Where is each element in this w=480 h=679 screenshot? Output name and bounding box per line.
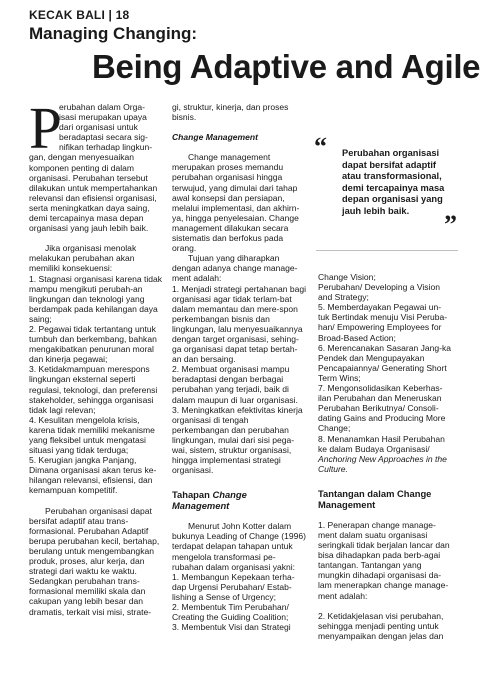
section-label: KECAK BALI | 18 [29, 8, 130, 22]
list-item: Perubahan/ Developing a Vision and Strategy; [318, 282, 440, 303]
list-item: 3. Meningkatkan efektivitas kinerja organisasi di tengah perkembangan dan perubahan lingkungan, mulai dari sisi pega-wai, sistem, struktur organisasi, hingga implementasi strategi organisasi. [172, 404, 303, 476]
list-item: 1. Membangun Kepekaan terha-dap Urgensi Perubahan/ Estab-lishing a Sense of Urgency; [172, 571, 295, 602]
list-item: 2. Ketidakjelasan visi perubahan, sehingga menjadi penting untuk menyampaikan dengan jelas dan [318, 610, 444, 641]
step8-text: 8. Menanamkan Hasil Perubahan ke dalam Budaya Organisasi/ [318, 433, 445, 454]
article-kicker: Managing Changing: [29, 24, 198, 43]
list-item: 5. Kerugian jangka Panjang, Dimana organisasi akan terus ke-hilangan relevansi, efisiensi, dan kemampuan kompetitif. [29, 455, 157, 496]
list-item: 4. Kesulitan mengelola krisis, karena tidak memiliki mekanisme yang fleksibel untuk mengatasi situasi yang tidak terduga; [29, 414, 155, 456]
intro-paragraph: gan, dengan menyesuaikan komponen penting di dalam organisasi. Perubahan tersebut dilakukan untuk mempertahankan relevansi dan efisiensi organisasi, serta meningkatkan daya saing, demi tercapainya masa depan organisasi yang jauh lebih baik. [29, 152, 158, 234]
heading-tahapan-italic: Change Management [172, 489, 247, 512]
list-item: 5. Memberdayakan Pegawai un-tuk Bertindak menuju Visi Peruba-han/ Empowering Employees for Broad-Based Action; [318, 302, 448, 343]
paragraph-goals: Tujuan yang diharapkan dengan adanya change manage-ment adalah: [172, 253, 298, 284]
intro-lines: erubahan dalam Orga- isasi merupakan upaya dari organisasi untuk beradaptasi secara sig- nifikan terhadap lingkun- [59, 102, 153, 153]
paragraph-continued: gi, struktur, kinerja, dan proses bisnis. [172, 102, 289, 123]
list-item: Change Vision; [318, 272, 376, 282]
heading-tahapan-prefix: Tahapan [172, 489, 213, 501]
paragraph-definition: Change management merupakan proses memandu perubahan organisasi hingga terwujud, yang dimulai dari tahap awal konsepsi dan persiapan, melalui implementasi, dan akhirn-ya, hingga penyelesaian. Change management dilakukan secara sistematis dan berfokus pada orang. [172, 152, 300, 254]
heading-tahapan [172, 489, 306, 511]
list-item: 1. Stagnasi organisasi karena tidak mampu mengikuti perubah-an lingkungan dan teknologi yang berdampak pada kehilangan daya saing; [29, 273, 163, 324]
list-item [318, 434, 452, 474]
close-quote-mark: ” [444, 210, 457, 239]
list-item: 2. Membuat organisasi mampu beradaptasi dengan berbagai perubahan yang terjadi, baik di dalam maupun di luar organisasi. [172, 364, 298, 405]
paragraph-adaptive: Perubahan organisasi dapat bersifat adaptif atau trans-formasional. Perubahan Adaptif berupa perubahan kecil, bertahap, berulang untuk mengembangkan produk, proses, alur kerja, dan strategi dari waktu ke waktu. Sedangkan perubahan trans-formasional memiliki skala dan cakupan yang lebih besar dan dramatis, terkait visi misi, strate- [29, 505, 160, 617]
list-item: 3. Ketidakmampuan merespons lingkungan eksternal seperti regulasi, teknologi, dan preferensi stakeholder, sehingga organisasi tidak lagi relevan; [29, 364, 158, 415]
open-quote-mark: “ [314, 132, 327, 161]
article-title: Being Adaptive and Agile [92, 48, 480, 85]
list-item: 3. Membentuk Visi dan Strategi [172, 622, 291, 633]
heading-change-management: Change Management [172, 132, 258, 143]
column-1 [29, 95, 163, 617]
step8-italic: Anchoring New Approaches in the Culture. [318, 453, 447, 474]
list-item: 1. Penerapan change manage-ment dalam suatu organisasi seringkali tidak berjalan lancar dan bisa dihadapkan pada berb-agai tantangan. Tantangan yang mungkin dihadapi organisasi da-lam menerapkan change manage-ment adalah: [318, 519, 450, 601]
quote-divider [316, 250, 458, 251]
column-2 [172, 102, 306, 632]
heading-tantangan: Tantangan dalam Change Management [318, 487, 432, 510]
paragraph-consequences: Jika organisasi menolak melakukan perubahan akan memiliki konsekuensi: [29, 243, 137, 274]
paragraph-kotter: Menurut John Kotter dalam bukunya Leading of Change (1996) terdapat delapan tahapan untuk mengelola transformasi pe-rubahan dalam organisasi yakni: [172, 521, 307, 572]
list-item: 2. Pegawai tidak tertantang untuk tumbuh dan berkembang, bahkan mengakibatkan penurunan moral dan kinerja pegawai; [29, 323, 157, 365]
list-item: 2. Membentuk Tim Perubahan/ Creating the Guiding Coalition; [172, 602, 289, 623]
list-item: 6. Merencanakan Sasaran Jang-ka Pendek dan Mengupayakan Pencapaiannya/ Generating Short Term Wins; [318, 342, 452, 383]
column-3 [318, 272, 452, 641]
drop-cap: P [29, 95, 62, 161]
list-item: 1. Menjadi strategi pertahanan bagi organisasi agar tidak terlam-bat dalam memantau dan mere-spon perkembangan bisnis dan lingkungan, lalu menyesuaikannya dengan target organisasi, sehing-ga organisasi dapat tetap bertah-an dan bersaing. [172, 283, 306, 365]
list-item: 7. Mengonsolidasikan Keberhas-ilan Perubahan dan Meneruskan Perubahan Berikutnya/ Consoli-dating Gains and Producing More Change; [318, 383, 446, 434]
pull-quote-text: Perubahan organisasi dapat bersifat adaptif atau transformasional, demi tercapainya masa depan organisasi yang jauh lebih baik. [342, 148, 445, 216]
